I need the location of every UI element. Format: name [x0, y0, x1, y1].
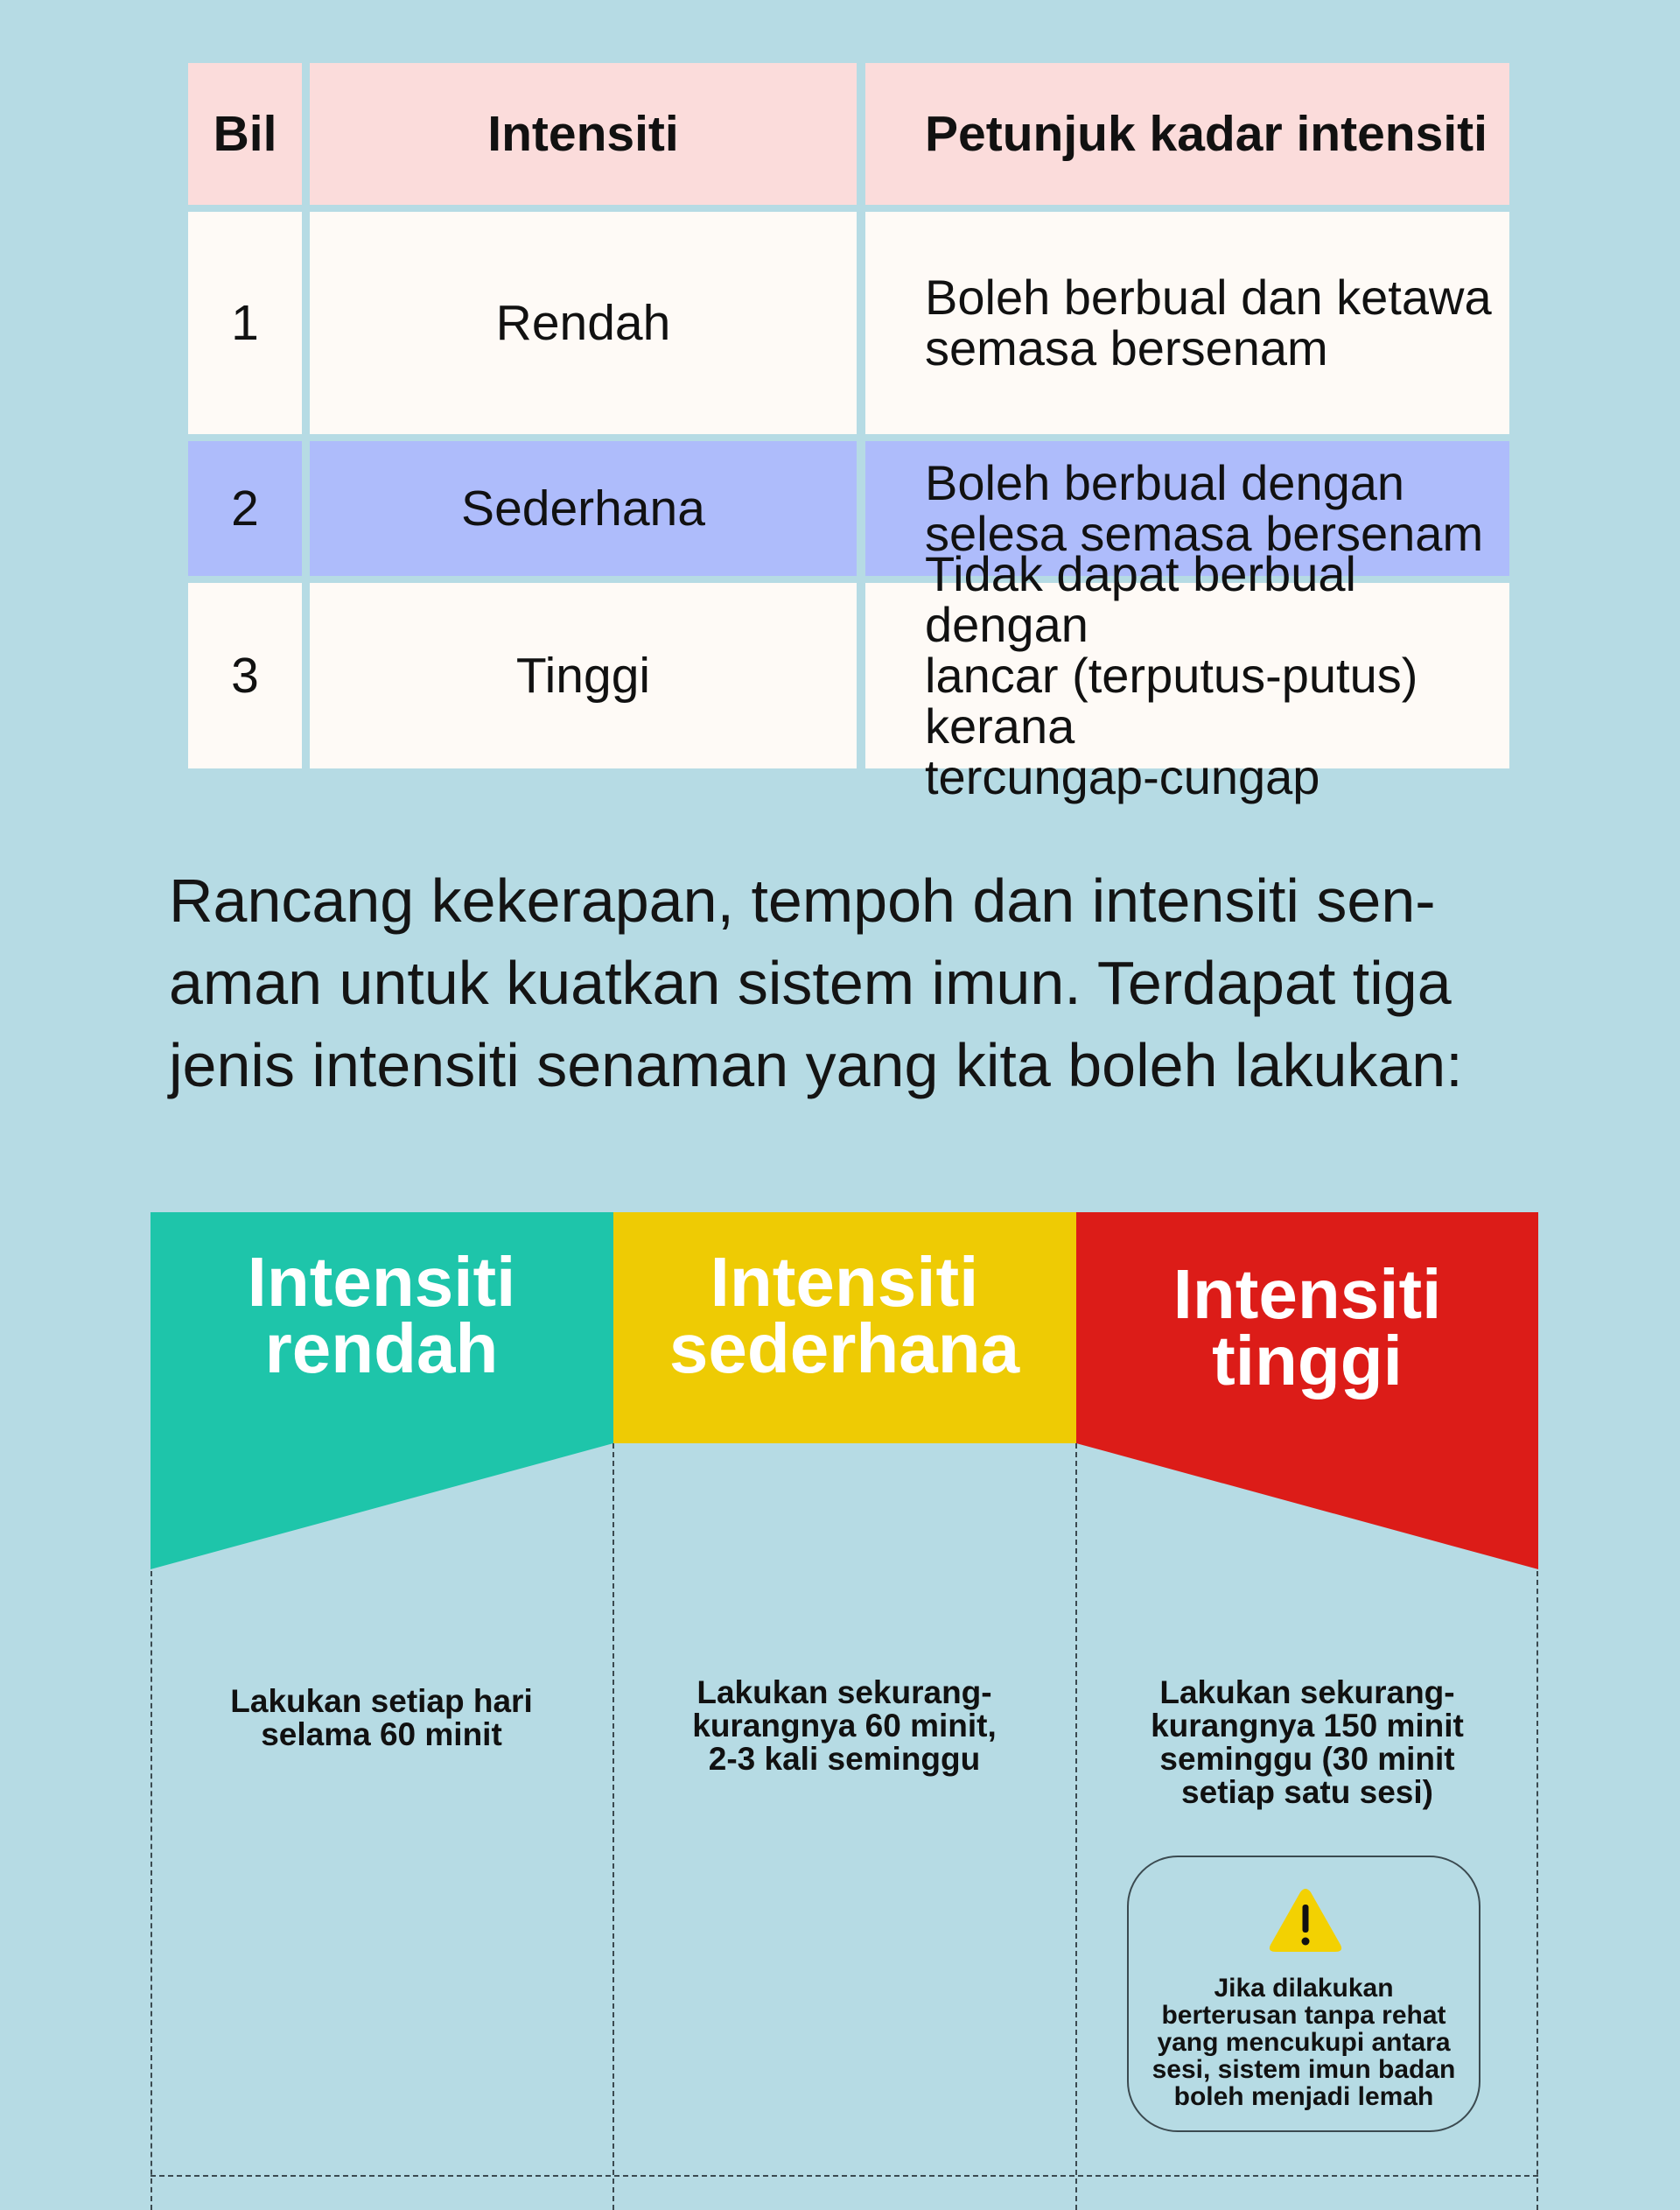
row-bil: 1 — [188, 212, 302, 434]
row-intensiti: Rendah — [310, 212, 857, 434]
instruction-sederhana — [613, 1676, 1075, 1776]
warning-text — [1129, 1975, 1479, 2110]
intensity-title-sederhana — [613, 1243, 1075, 1387]
intro-paragraph — [169, 859, 1508, 1106]
intensity-title-rendah — [150, 1243, 612, 1387]
column-divider — [1075, 1443, 1077, 2210]
intensity-table — [188, 63, 1509, 804]
petunjuk-line: semasa bersenam — [925, 320, 1328, 375]
instruction-line: selama 60 minit — [261, 1716, 502, 1752]
petunjuk-line: Boleh berbual dengan — [925, 455, 1405, 510]
instruction-tinggi — [1076, 1676, 1538, 1809]
instruction-line: kurangnya 60 minit, — [692, 1708, 997, 1743]
instruction-line: 2-3 kali seminggu — [708, 1741, 981, 1777]
row-petunjuk — [865, 212, 1509, 434]
petunjuk-line: tercungap-cungap — [925, 749, 1320, 804]
column-divider — [150, 1571, 152, 2210]
warning-triangle-icon — [1269, 1887, 1342, 1954]
paragraph-line: jenis intensiti senaman yang kita boleh lakukan: — [169, 1031, 1463, 1099]
instruction-line: Lakukan sekurang- — [696, 1674, 992, 1710]
warning-line: Jika dilakukan — [1214, 1974, 1394, 2003]
title-line: tinggi — [1212, 1322, 1403, 1400]
petunjuk-line: selesa semasa bersenam — [925, 506, 1484, 561]
instruction-line: Lakukan setiap hari — [230, 1683, 533, 1719]
row-intensiti: Sederhana — [310, 441, 857, 576]
petunjuk-line: Tidak dapat berbual dengan — [925, 546, 1356, 652]
instruction-line: Lakukan sekurang- — [1159, 1674, 1455, 1710]
title-line: rendah — [264, 1309, 499, 1387]
warning-line: sesi, sistem imun badan — [1152, 2055, 1456, 2084]
title-line: sederhana — [668, 1309, 1020, 1387]
header-intensiti: Intensiti — [310, 63, 857, 205]
column-divider — [612, 1443, 614, 2210]
intensity-title-tinggi — [1076, 1255, 1538, 1400]
instruction-line: seminggu (30 minit — [1159, 1741, 1455, 1777]
row-bil: 3 — [188, 583, 302, 768]
header-petunjuk: Petunjuk kadar intensiti — [865, 63, 1509, 205]
bottom-divider — [150, 2175, 1538, 2177]
instruction-rendah — [150, 1685, 612, 1751]
table-row — [188, 212, 1509, 434]
instruction-line: kurangnya 150 minit — [1151, 1708, 1464, 1743]
table-header-row — [188, 63, 1509, 205]
title-line: Intensiti — [710, 1243, 979, 1321]
row-intensiti: Tinggi — [310, 583, 857, 768]
warning-box — [1127, 1856, 1480, 2132]
warning-line: berterusan tanpa rehat — [1161, 2001, 1446, 2030]
table-row — [188, 546, 1509, 804]
warning-line: boleh menjadi lemah — [1173, 2082, 1434, 2111]
title-line: Intensiti — [1172, 1255, 1442, 1333]
petunjuk-line: lancar (terputus-putus) kerana — [925, 648, 1418, 754]
paragraph-line: aman untuk kuatkan sistem imun. Terdapat tiga — [169, 949, 1452, 1017]
instruction-line: setiap satu sesi) — [1181, 1774, 1433, 1810]
warning-line: yang mencukupi antara — [1157, 2028, 1451, 2057]
row-bil: 2 — [188, 441, 302, 576]
paragraph-line: Rancang kekerapan, tempoh dan intensiti sen- — [169, 866, 1436, 935]
petunjuk-line: Boleh berbual dan ketawa — [925, 270, 1492, 325]
title-line: Intensiti — [247, 1243, 516, 1321]
row-petunjuk — [865, 546, 1509, 804]
column-divider — [1536, 1571, 1538, 2210]
header-bil: Bil — [188, 63, 302, 205]
intensity-columns — [150, 1212, 1538, 2210]
